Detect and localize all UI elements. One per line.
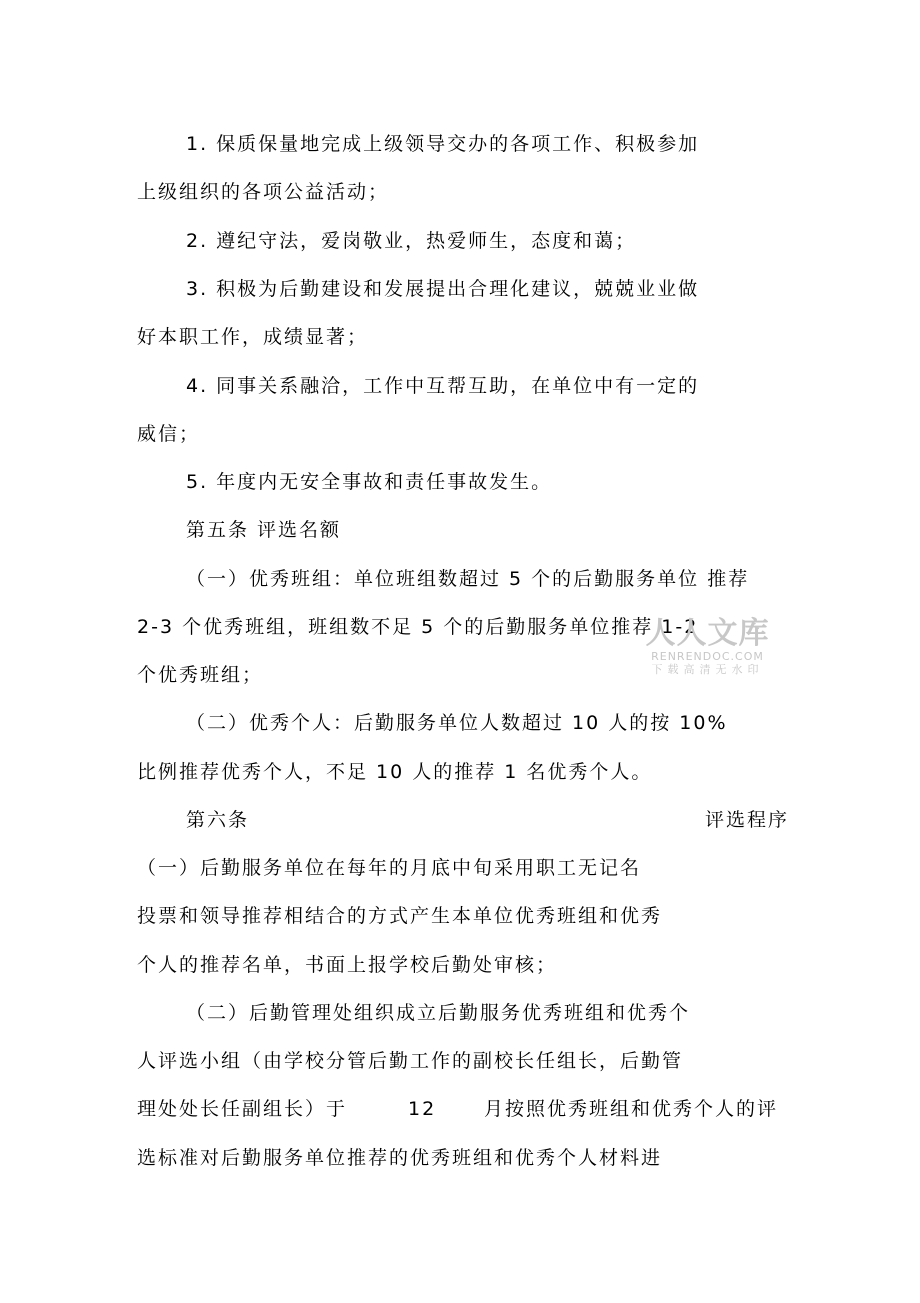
watermark-domain: RENRENDOC.COM bbox=[651, 650, 764, 663]
text-line: （二）优秀个人：后勤服务单位人数超过 10 人的按 10% bbox=[186, 712, 728, 734]
text-line: 月按照优秀班组和优秀个人的评 bbox=[484, 1098, 779, 1120]
text-line-number: 12 bbox=[408, 1098, 437, 1120]
text-line: 4. 同事关系融洽，工作中互帮互助，在单位中有一定的 bbox=[186, 375, 700, 397]
text-line: 1. 保质保量地完成上级领导交办的各项工作、积极参加 bbox=[186, 133, 700, 155]
watermark bbox=[640, 618, 775, 676]
text-line: 2-3 个优秀班组，班组数不足 5 个的后勤服务单位推荐 1-2 bbox=[137, 616, 699, 638]
text-line: 人评选小组（由学校分管后勤工作的副校长任组长，后勤管 bbox=[137, 1050, 684, 1072]
text-line: 个优秀班组； bbox=[137, 664, 264, 686]
text-line: 5. 年度内无安全事故和责任事故发生。 bbox=[186, 471, 553, 493]
text-line: （一）优秀班组：单位班组数超过 5 个的后勤服务单位 推荐 bbox=[186, 568, 750, 590]
text-line: 个人的推荐名单，书面上报学校后勤处审核； bbox=[137, 954, 558, 976]
text-line: 比例推荐优秀个人，不足 10 人的推荐 1 名优秀个人。 bbox=[137, 761, 653, 783]
text-line: 选标准对后勤服务单位推荐的优秀班组和优秀个人材料进 bbox=[137, 1147, 663, 1169]
section-heading: 第六条 bbox=[186, 809, 250, 831]
text-line: 3. 积极为后勤建设和发展提出合理化建议，兢兢业业做 bbox=[186, 278, 700, 300]
text-line: 威信； bbox=[137, 423, 201, 445]
section-heading-title: 评选程序 bbox=[705, 809, 790, 831]
text-line: 投票和领导推荐相结合的方式产生本单位优秀班组和优秀 bbox=[137, 905, 663, 927]
text-line: （一）后勤服务单位在每年的月底中旬采用职工无记名 bbox=[137, 857, 642, 879]
section-heading: 第五条 评选名额 bbox=[186, 519, 342, 541]
text-line: 上级组织的各项公益活动； bbox=[137, 181, 390, 203]
text-line: 好本职工作，成绩显著； bbox=[137, 326, 369, 348]
text-line: 理处处长任副组长）于 bbox=[137, 1098, 348, 1120]
watermark-slogan: 下载高清无水印 bbox=[651, 663, 764, 676]
text-line: 2. 遵纪守法，爱岗敬业，热爱师生，态度和蔼； bbox=[186, 230, 637, 252]
watermark-title: 人人文库 bbox=[645, 616, 770, 651]
text-line: （二）后勤管理处组织成立后勤服务优秀班组和优秀个 bbox=[186, 1002, 691, 1024]
